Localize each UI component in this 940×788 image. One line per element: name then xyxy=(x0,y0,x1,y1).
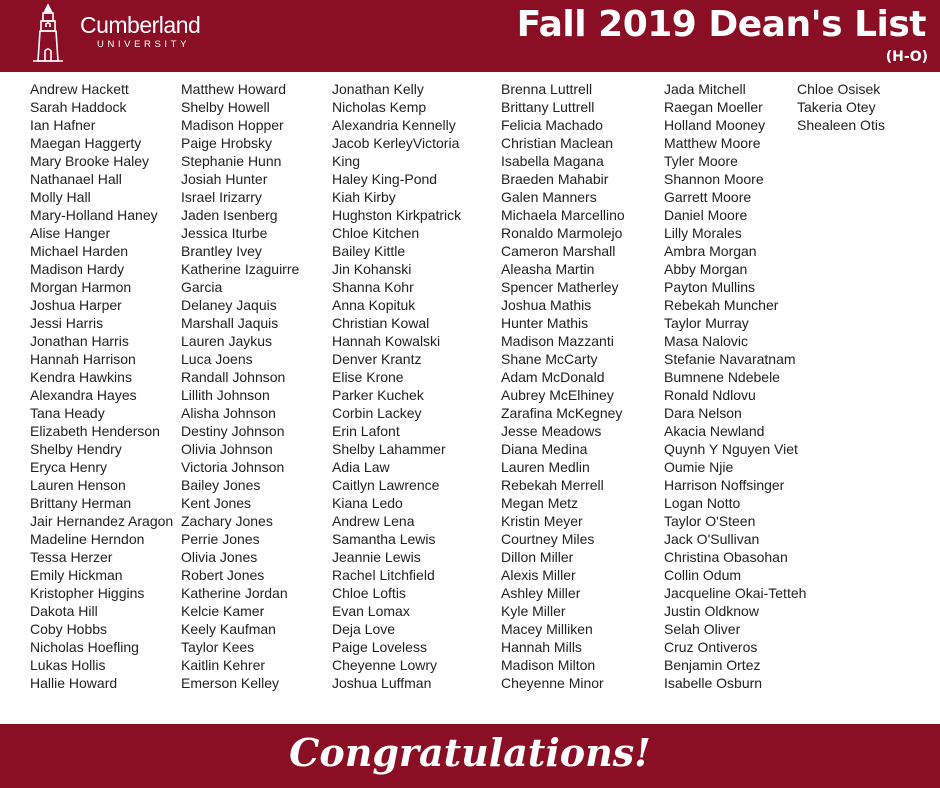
student-name: Alexandria Kennelly xyxy=(332,117,456,133)
student-name: Michaela Marcellino xyxy=(501,207,625,223)
student-name: Jacqueline Okai-Tetteh xyxy=(664,585,807,601)
student-name: King xyxy=(332,153,361,169)
student-name: Hannah Mills xyxy=(501,639,582,655)
student-name: Erin Lafont xyxy=(332,423,400,439)
student-name: Shane McCarty xyxy=(501,351,598,367)
student-name: Nicholas Hoefling xyxy=(30,639,139,655)
student-name: Jacob KerleyVictoria xyxy=(332,135,460,151)
student-name: Alexis Miller xyxy=(501,567,576,583)
student-name: Selah Oliver xyxy=(664,621,741,637)
student-name: Caitlyn Lawrence xyxy=(332,477,440,493)
student-name: Courtney Miles xyxy=(501,531,595,547)
student-name: Evan Lomax xyxy=(332,603,410,619)
student-name: Jessica Iturbe xyxy=(181,225,268,241)
student-name: Olivia Johnson xyxy=(181,441,273,457)
student-name: Bumnene Ndebele xyxy=(664,369,780,385)
student-name: Holland Mooney xyxy=(664,117,766,133)
student-name: Isabelle Osburn xyxy=(664,675,763,691)
student-name: Delaney Jaquis xyxy=(181,297,277,313)
student-name: Aleasha Martin xyxy=(501,261,595,277)
student-name: Elise Krone xyxy=(332,369,404,385)
name-column-5 xyxy=(664,80,806,692)
page-subtitle: (H-O) xyxy=(885,49,928,65)
student-name: Victoria Johnson xyxy=(181,459,285,475)
student-name: Alexandra Hayes xyxy=(30,387,137,403)
student-name: Shelby Howell xyxy=(181,99,270,115)
student-name: Taylor Murray xyxy=(664,315,749,331)
student-name: Justin Oldknow xyxy=(664,603,759,619)
student-name: Madison Hardy xyxy=(30,261,125,277)
student-name: Dakota Hill xyxy=(30,603,98,619)
student-name: Emily Hickman xyxy=(30,567,123,583)
student-name: Macey Milliken xyxy=(501,621,593,637)
student-name: Kristopher Higgins xyxy=(30,585,145,601)
student-name: Jonathan Harris xyxy=(30,333,129,349)
student-name: Collin Odum xyxy=(664,567,742,583)
student-name: Megan Metz xyxy=(501,495,579,511)
student-name: Lilly Morales xyxy=(664,225,742,241)
student-name: Shelby Hendry xyxy=(30,441,122,457)
student-name: Abby Morgan xyxy=(664,261,748,277)
student-name: Ronald Ndlovu xyxy=(664,387,756,403)
student-name: Brenna Luttrell xyxy=(501,81,593,97)
student-name: Jessi Harris xyxy=(30,315,104,331)
student-name: Jesse Meadows xyxy=(501,423,602,439)
student-name: Taylor Kees xyxy=(181,639,255,655)
student-name: Logan Notto xyxy=(664,495,741,511)
student-name: Jada Mitchell xyxy=(664,81,746,97)
student-name: Paige Hrobsky xyxy=(181,135,273,151)
student-name: Felicia Machado xyxy=(501,117,603,133)
student-name: Israel Irizarry xyxy=(181,189,262,205)
student-name: Hallie Howard xyxy=(30,675,118,691)
student-name: Ronaldo Marmolejo xyxy=(501,225,623,241)
student-name: Zarafina McKegney xyxy=(501,405,623,421)
student-name: Jonathan Kelly xyxy=(332,81,424,97)
name-column-2 xyxy=(181,80,299,692)
student-name: Dara Nelson xyxy=(664,405,742,421)
student-name: Randall Johnson xyxy=(181,369,286,385)
student-name: Stephanie Hunn xyxy=(181,153,282,169)
student-name: Lauren Henson xyxy=(30,477,126,493)
student-name: Shealeen Otis xyxy=(797,117,885,133)
student-name: Josiah Hunter xyxy=(181,171,268,187)
student-name: Raegan Moeller xyxy=(664,99,763,115)
student-name: Christian Maclean xyxy=(501,135,614,151)
student-name: Oumie Njie xyxy=(664,459,734,475)
student-name: Harrison Noffsinger xyxy=(664,477,785,493)
student-name: Emerson Kelley xyxy=(181,675,280,691)
student-name: Rebekah Muncher xyxy=(664,297,779,313)
student-name: Payton Mullins xyxy=(664,279,756,295)
name-column-1 xyxy=(30,80,173,692)
student-name: Lillith Johnson xyxy=(181,387,270,403)
student-name: Mary-Holland Haney xyxy=(30,207,158,223)
student-name: Eryca Henry xyxy=(30,459,108,475)
student-name: Deja Love xyxy=(332,621,396,637)
student-name: Matthew Howard xyxy=(181,81,287,97)
student-name: Hannah Kowalski xyxy=(332,333,441,349)
student-name: Ambra Morgan xyxy=(664,243,757,259)
student-name: Tessa Herzer xyxy=(30,549,113,565)
student-name: Ashley Miller xyxy=(501,585,581,601)
student-name: Andrew Lena xyxy=(332,513,415,529)
student-name: Brantley Ivey xyxy=(181,243,262,259)
student-name: Cameron Marshall xyxy=(501,243,616,259)
student-name: Rebekah Merrell xyxy=(501,477,604,493)
student-name: Kiah Kirby xyxy=(332,189,396,205)
student-name: Joshua Mathis xyxy=(501,297,592,313)
student-name: Anna Kopituk xyxy=(332,297,416,313)
student-name: Garcia xyxy=(181,279,223,295)
student-name: Molly Hall xyxy=(30,189,91,205)
student-name: Lukas Hollis xyxy=(30,657,106,673)
student-name: Cruz Ontiveros xyxy=(664,639,758,655)
student-name: Olivia Jones xyxy=(181,549,258,565)
student-name: Daniel Moore xyxy=(664,207,748,223)
university-name: Cumberland xyxy=(80,12,201,38)
student-name: Ian Hafner xyxy=(30,117,96,133)
student-name: Shanna Kohr xyxy=(332,279,414,295)
student-name: Maegan Haggerty xyxy=(30,135,142,151)
student-name: Stefanie Navaratnam xyxy=(664,351,796,367)
student-name: Perrie Jones xyxy=(181,531,260,547)
student-name: Masa Nalovic xyxy=(664,333,749,349)
student-name: Diana Medina xyxy=(501,441,588,457)
student-name: Hunter Mathis xyxy=(501,315,589,331)
student-name: Braeden Mahabir xyxy=(501,171,609,187)
university-subtitle: UNIVERSITY xyxy=(97,39,191,50)
student-name: Chloe Loftis xyxy=(332,585,406,601)
student-name: Haley King-Pond xyxy=(332,171,438,187)
student-name: Nicholas Kemp xyxy=(332,99,427,115)
page-title: Fall 2019 Dean's List xyxy=(516,4,926,45)
student-name: Samantha Lewis xyxy=(332,531,436,547)
student-name: Madison Milton xyxy=(501,657,596,673)
student-name: Quynh Y Nguyen Viet xyxy=(664,441,798,457)
student-name: Keely Kaufman xyxy=(181,621,276,637)
student-name: Jair Hernandez Aragon xyxy=(30,513,174,529)
student-name: Taylor O'Steen xyxy=(664,513,756,529)
student-name: Jack O'Sullivan xyxy=(664,531,760,547)
student-name: Kaitlin Kehrer xyxy=(181,657,266,673)
student-name: Lauren Medlin xyxy=(501,459,590,475)
student-name: Shannon Moore xyxy=(664,171,764,187)
student-name: Cheyenne Lowry xyxy=(332,657,438,673)
student-name: Sarah Haddock xyxy=(30,99,127,115)
name-column-6 xyxy=(797,80,885,134)
student-name: Cheyenne Minor xyxy=(501,675,604,691)
student-name: Chloe Kitchen xyxy=(332,225,420,241)
congratulations-text: Congratulations! xyxy=(289,730,651,775)
student-name: Kelcie Kamer xyxy=(181,603,265,619)
student-name: Bailey Kittle xyxy=(332,243,406,259)
student-name: Destiny Johnson xyxy=(181,423,285,439)
student-name: Dillon Miller xyxy=(501,549,574,565)
student-name: Alisha Johnson xyxy=(181,405,276,421)
student-name: Corbin Lackey xyxy=(332,405,422,421)
student-name: Takeria Otey xyxy=(797,99,876,115)
student-name: Katherine Jordan xyxy=(181,585,288,601)
student-name: Spencer Matherley xyxy=(501,279,619,295)
student-name: Shelby Lahammer xyxy=(332,441,446,457)
student-name: Aubrey McElhiney xyxy=(501,387,614,403)
student-name: Denver Krantz xyxy=(332,351,422,367)
student-name: Jaden Isenberg xyxy=(181,207,278,223)
student-name: Galen Manners xyxy=(501,189,597,205)
student-name: Alise Hanger xyxy=(30,225,111,241)
student-name: Mary Brooke Haley xyxy=(30,153,150,169)
student-name: Garrett Moore xyxy=(664,189,752,205)
student-name: Zachary Jones xyxy=(181,513,273,529)
student-name: Paige Loveless xyxy=(332,639,427,655)
student-name: Coby Hobbs xyxy=(30,621,108,637)
student-name: Nathanael Hall xyxy=(30,171,122,187)
student-name: Andrew Hackett xyxy=(30,81,129,97)
student-name: Bailey Jones xyxy=(181,477,261,493)
student-name: Jeannie Lewis xyxy=(332,549,421,565)
student-name: Christian Kowal xyxy=(332,315,430,331)
student-name: Marshall Jaquis xyxy=(181,315,279,331)
student-name: Madison Mazzanti xyxy=(501,333,614,349)
student-name: Robert Jones xyxy=(181,567,265,583)
student-name: Morgan Harmon xyxy=(30,279,132,295)
student-name: Luca Joens xyxy=(181,351,253,367)
student-name: Kent Jones xyxy=(181,495,252,511)
student-name: Akacia Newland xyxy=(664,423,765,439)
name-column-3 xyxy=(332,80,461,692)
student-name: Adia Law xyxy=(332,459,390,475)
student-name: Lauren Jaykus xyxy=(181,333,273,349)
student-name: Matthew Moore xyxy=(664,135,761,151)
student-name: Tyler Moore xyxy=(664,153,738,169)
student-name: Kendra Hawkins xyxy=(30,369,132,385)
student-name: Katherine Izaguirre xyxy=(181,261,300,277)
student-name: Madison Hopper xyxy=(181,117,284,133)
student-name: Madeline Herndon xyxy=(30,531,145,547)
student-name: Kyle Miller xyxy=(501,603,566,619)
name-column-4 xyxy=(501,80,625,692)
student-name: Brittany Herman xyxy=(30,495,132,511)
student-name: Adam McDonald xyxy=(501,369,605,385)
bell-tower-logo-icon xyxy=(28,3,68,63)
student-name: Jin Kohanski xyxy=(332,261,412,277)
student-name: Benjamin Ortez xyxy=(664,657,761,673)
student-name: Joshua Harper xyxy=(30,297,122,313)
student-name: Kristin Meyer xyxy=(501,513,583,529)
student-name: Parker Kuchek xyxy=(332,387,424,403)
student-name: Tana Heady xyxy=(30,405,105,421)
header-banner xyxy=(0,0,940,72)
footer-banner xyxy=(0,724,940,788)
student-name: Brittany Luttrell xyxy=(501,99,595,115)
student-name: Christina Obasohan xyxy=(664,549,788,565)
student-name: Michael Harden xyxy=(30,243,129,259)
student-name: Isabella Magana xyxy=(501,153,604,169)
student-name: Hannah Harrison xyxy=(30,351,136,367)
student-name: Rachel Litchfield xyxy=(332,567,435,583)
student-name: Kiana Ledo xyxy=(332,495,403,511)
student-name: Hughston Kirkpatrick xyxy=(332,207,462,223)
student-name: Joshua Luffman xyxy=(332,675,432,691)
student-name: Elizabeth Henderson xyxy=(30,423,160,439)
student-name: Chloe Osisek xyxy=(797,81,881,97)
